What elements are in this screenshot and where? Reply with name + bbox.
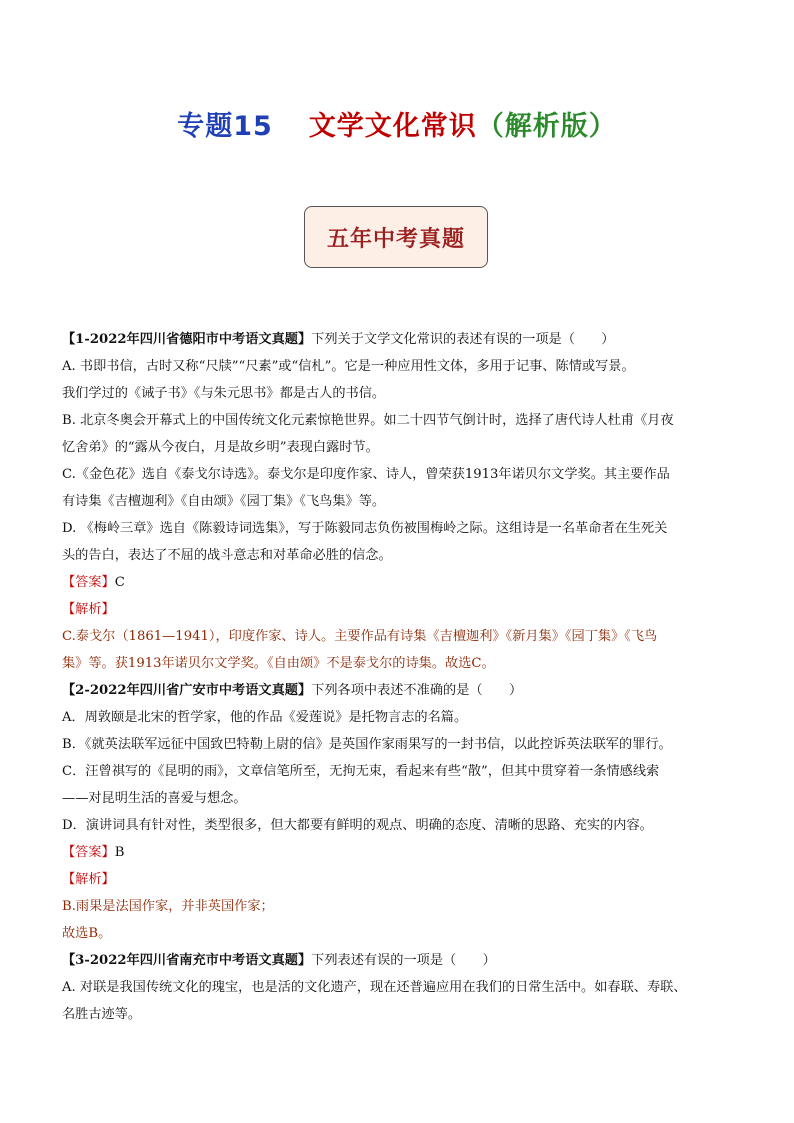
answer-value: C — [114, 575, 125, 590]
answer-label: 【答案】 — [62, 845, 115, 860]
section-heading: 五年中考真题 — [326, 225, 465, 252]
question-stem: 下列表述有误的一项是（ ） — [311, 953, 496, 968]
answer-line — [62, 839, 730, 866]
option-line: B．《就英法联军远征中国致巴特勒上尉的信》是英国作家雨果写的一封书信，以此控诉英法联军的罪行。 — [62, 737, 672, 752]
title-edition: （解析版） — [476, 111, 617, 142]
title-topic-number: 专题15 — [177, 111, 273, 142]
answer-label: 【答案】 — [62, 575, 115, 590]
question-2 — [62, 677, 730, 947]
analysis-line: 集》等。获1913年诺贝尔文学奖。《自由颂》不是泰戈尔的诗集。故选C。 — [62, 656, 495, 671]
analysis-line: 故选B。 — [62, 926, 112, 941]
document-body — [62, 326, 730, 1028]
option-line: ——对昆明生活的喜爱与想念。 — [62, 791, 247, 806]
analysis-label: 【解析】 — [62, 872, 115, 887]
option-line: D．演讲词具有针对性，类型很多，但大都要有鲜明的观点、明确的态度、清晰的思路、充实的内容。 — [62, 818, 653, 833]
question-header — [62, 947, 730, 974]
analysis-label: 【解析】 — [62, 602, 115, 617]
answer-line — [62, 569, 730, 596]
section-heading-box — [304, 206, 488, 268]
option-line: B. 北京冬奥会开幕式上的中国传统文化元素惊艳世界。如二十四节气倒计时，选择了唐代诗人杜甫《月夜 — [62, 413, 674, 428]
option-line: 有诗集《吉檀迦利》《自由颂》《园丁集》《飞鸟集》等。 — [62, 494, 386, 509]
option-line: C.《金色花》选自《泰戈尔诗选》。泰戈尔是印度作家、诗人，曾荣获1913年诺贝尔文学奖。其主要作品 — [62, 467, 670, 482]
option-line: 头的告白，表达了不屈的战斗意志和对革命必胜的信念。 — [62, 548, 392, 563]
option-line: A．周敦颐是北宋的哲学家，他的作品《爱莲说》是托物言志的名篇。 — [62, 710, 468, 725]
question-stem: 下列关于文学文化常识的表述有误的一项是（ ） — [311, 332, 615, 347]
option-line: 忆舍弟》的“露从今夜白，月是故乡明”表现白露时节。 — [62, 440, 379, 455]
analysis-line: C.泰戈尔（1861—1941），印度作家、诗人。主要作品有诗集《吉檀迦利》《新月集》《园丁集》《飞鸟 — [62, 629, 658, 644]
answer-value: B — [114, 845, 125, 860]
option-line: C．汪曾祺写的《昆明的雨》，文章信笔所至，无拘无束，看起来有些“散”，但其中贯穿着一条情感线索 — [62, 764, 660, 779]
option-line: D. 《梅岭三章》选自《陈毅诗词选集》，写于陈毅同志负伤被围梅岭之际。这组诗是一名革命者在生死关 — [62, 521, 668, 536]
option-line: A. 对联是我国传统文化的瑰宝，也是活的文化遗产，现在还普遍应用在我们的日常生活中。如春联、寿联、 — [62, 980, 687, 995]
question-header — [62, 326, 730, 353]
question-source: 【1-2022年四川省德阳市中考语文真题】 — [62, 332, 312, 347]
question-3 — [62, 947, 730, 1028]
option-line: 名胜古迹等。 — [62, 1007, 142, 1022]
analysis-line: B.雨果是法国作家，并非英国作家； — [62, 899, 274, 914]
question-1 — [62, 326, 730, 677]
question-stem: 下列各项中表述不准确的是（ ） — [311, 683, 523, 698]
page-title — [0, 104, 794, 143]
question-source: 【3-2022年四川省南充市中考语文真题】 — [62, 953, 312, 968]
question-header — [62, 677, 730, 704]
question-source: 【2-2022年四川省广安市中考语文真题】 — [62, 683, 312, 698]
option-line: A. 书即书信，古时又称“尺牍”“尺素”或“信札”。它是一种应用性文体，多用于记事、陈情或写景。 — [62, 359, 635, 374]
option-line: 我们学过的《诫子书》《与朱元思书》都是古人的书信。 — [62, 386, 386, 401]
title-topic-name: 文学文化常识 — [308, 111, 477, 142]
